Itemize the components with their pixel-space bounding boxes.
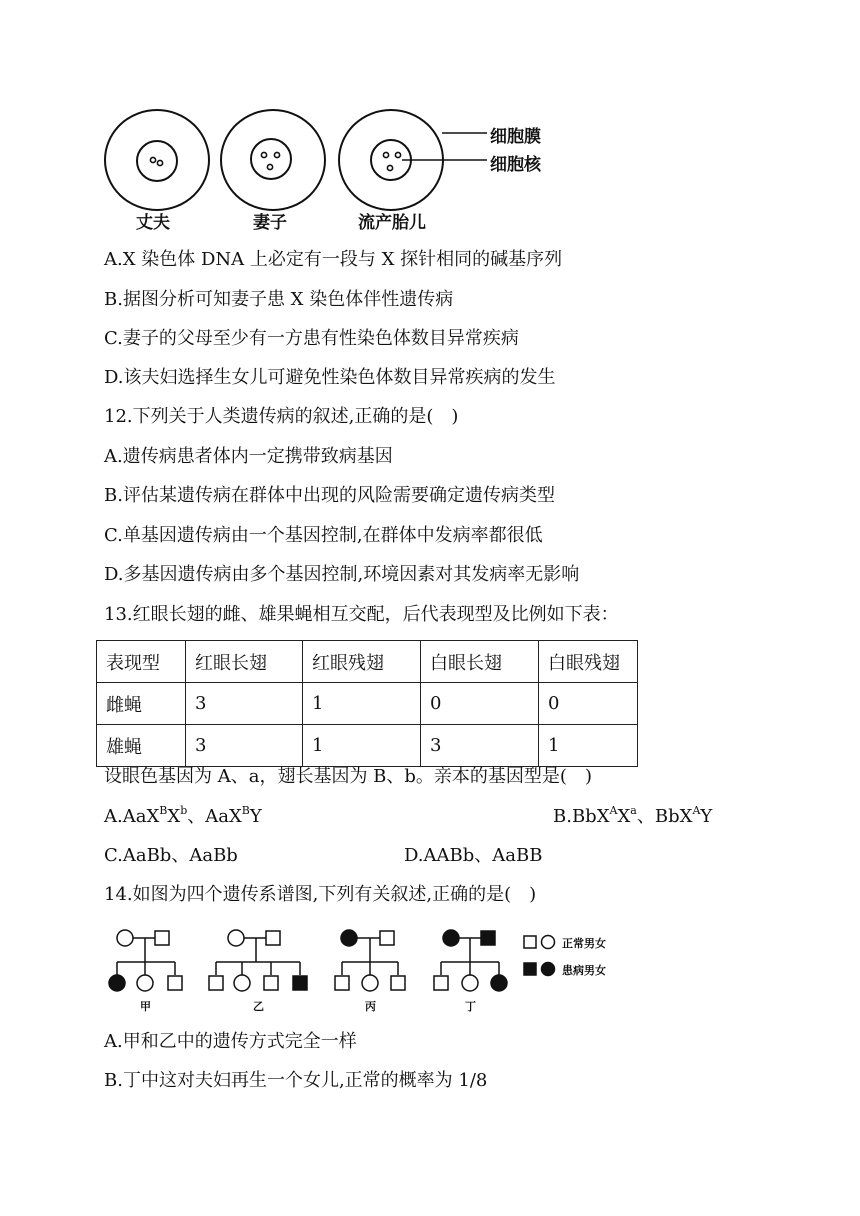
membrane-label: 细胞膜 xyxy=(490,127,541,147)
table-cell: 表现型 xyxy=(97,641,186,683)
pedigree-label-yi: 乙 xyxy=(253,1000,264,1013)
q13-stem: 13.红眼长翅的雌、雄果蝇相互交配，后代表现型及比例如下表： xyxy=(104,604,619,625)
normal-female xyxy=(228,930,244,946)
table-cell: 雄蝇 xyxy=(97,725,186,767)
pedigree-ding xyxy=(434,930,507,991)
phenotype-table xyxy=(96,640,638,767)
table-cell: 红眼长翅 xyxy=(186,641,303,683)
normal-female xyxy=(462,975,478,991)
normal-male xyxy=(168,976,182,990)
cell-figure xyxy=(0,0,860,240)
q13-note: 设眼色基因为 A、a，翅长基因为 B、b。亲本的基因型是( ) xyxy=(104,766,592,787)
husband-signal-dot xyxy=(157,160,162,165)
q13-option-c: C.AaBb、AaBb xyxy=(104,845,238,866)
q11-option-a: A.X 染色体 DNA 上必定有一段与 X 探针相同的碱基序列 xyxy=(104,249,563,270)
normal-male xyxy=(391,976,405,990)
fetus-signal-dot xyxy=(395,152,400,157)
legend-affected-male-icon xyxy=(524,963,536,975)
table-cell: 3 xyxy=(186,683,303,725)
normal-male xyxy=(266,931,280,945)
wife-signal-dot xyxy=(267,164,272,169)
pedigree-figure xyxy=(0,920,860,1020)
affected-male xyxy=(481,931,495,945)
normal-female xyxy=(137,975,153,991)
legend-normal-label: 正常男女 xyxy=(562,937,606,950)
wife-cell-membrane xyxy=(221,110,325,210)
table-cell: 1 xyxy=(303,683,421,725)
pedigree-jia xyxy=(109,930,182,991)
wife-signal-dot xyxy=(261,152,266,157)
table-row xyxy=(97,683,638,725)
normal-female xyxy=(362,975,378,991)
affected-female xyxy=(443,930,459,946)
husband-cell-membrane xyxy=(105,110,209,210)
table-row xyxy=(97,725,638,767)
table-cell: 白眼残翅 xyxy=(539,641,638,683)
q14-option-a: A.甲和乙中的遗传方式完全一样 xyxy=(104,1031,357,1052)
table-cell: 3 xyxy=(186,725,303,767)
q11-option-b: B.据图分析可知妻子患 X 染色体伴性遗传病 xyxy=(104,289,454,310)
caption-fetus: 流产胎儿 xyxy=(358,213,426,233)
normal-female xyxy=(234,975,250,991)
pedigree-label-jia: 甲 xyxy=(140,1000,151,1013)
pedigree-bing xyxy=(335,930,405,991)
q14-option-b: B.丁中这对夫妇再生一个女儿,正常的概率为 1/8 xyxy=(104,1070,488,1091)
q12-option-c: C.单基因遗传病由一个基因控制,在群体中发病率都很低 xyxy=(104,525,543,546)
pedigree-label-bing: 丙 xyxy=(365,1000,376,1013)
table-cell: 0 xyxy=(421,683,539,725)
legend-affected-female-icon xyxy=(542,963,555,976)
q13-option-a: $A.AaX^BX^b$、AaX$^B$Y xyxy=(104,804,262,827)
q12-stem: 12.下列关于人类遗传病的叙述,正确的是( ) xyxy=(104,406,459,427)
normal-male xyxy=(434,976,448,990)
affected-male xyxy=(293,976,307,990)
nucleus-label: 细胞核 xyxy=(490,155,541,175)
wife-signal-dot xyxy=(274,152,279,157)
table-header-row xyxy=(97,641,638,683)
q13-option-b: $B.BbX^AX^a$、BbX$^A$Y xyxy=(553,804,713,827)
q11-option-c: C.妻子的父母至少有一方患有性染色体数目异常疾病 xyxy=(104,328,519,349)
table-cell: 雌蝇 xyxy=(97,683,186,725)
table-cell: 1 xyxy=(539,725,638,767)
legend-affected-label: 患病男女 xyxy=(562,964,606,977)
affected-female xyxy=(109,975,125,991)
normal-male xyxy=(335,976,349,990)
q12-option-a: A.遗传病患者体内一定携带致病基因 xyxy=(104,446,393,467)
normal-male xyxy=(209,976,223,990)
affected-female xyxy=(341,930,357,946)
normal-female xyxy=(117,930,133,946)
q12-option-d: D.多基因遗传病由多个基因控制,环境因素对其发病率无影响 xyxy=(104,564,580,585)
affected-female xyxy=(491,975,507,991)
table-cell: 白眼长翅 xyxy=(421,641,539,683)
husband-cell-nucleus xyxy=(137,141,177,181)
pedigree-label-ding: 丁 xyxy=(465,1000,476,1013)
table-cell: 1 xyxy=(303,725,421,767)
husband-signal-dot xyxy=(150,157,155,162)
caption-husband: 丈夫 xyxy=(136,213,170,233)
normal-male xyxy=(155,931,169,945)
table-cell: 红眼残翅 xyxy=(303,641,421,683)
table-cell: 0 xyxy=(539,683,638,725)
wife-cell-nucleus xyxy=(251,139,291,179)
q13-option-d: D.AABb、AaBB xyxy=(404,845,543,866)
q14-stem: 14.如图为四个遗传系谱图,下列有关叙述,正确的是( ) xyxy=(104,884,537,905)
normal-male xyxy=(380,931,394,945)
table-cell: 3 xyxy=(421,725,539,767)
q11-option-d: D.该夫妇选择生女儿可避免性染色体数目异常疾病的发生 xyxy=(104,367,556,388)
legend-normal-female-icon xyxy=(542,936,555,949)
legend-normal-male-icon xyxy=(524,936,536,948)
fetus-signal-dot xyxy=(387,165,392,170)
fetus-signal-dot xyxy=(383,152,388,157)
pedigree-yi xyxy=(209,930,307,991)
caption-wife: 妻子 xyxy=(253,213,287,233)
normal-male xyxy=(264,976,278,990)
q12-option-b: B.评估某遗传病在群体中出现的风险需要确定遗传病类型 xyxy=(104,485,555,506)
